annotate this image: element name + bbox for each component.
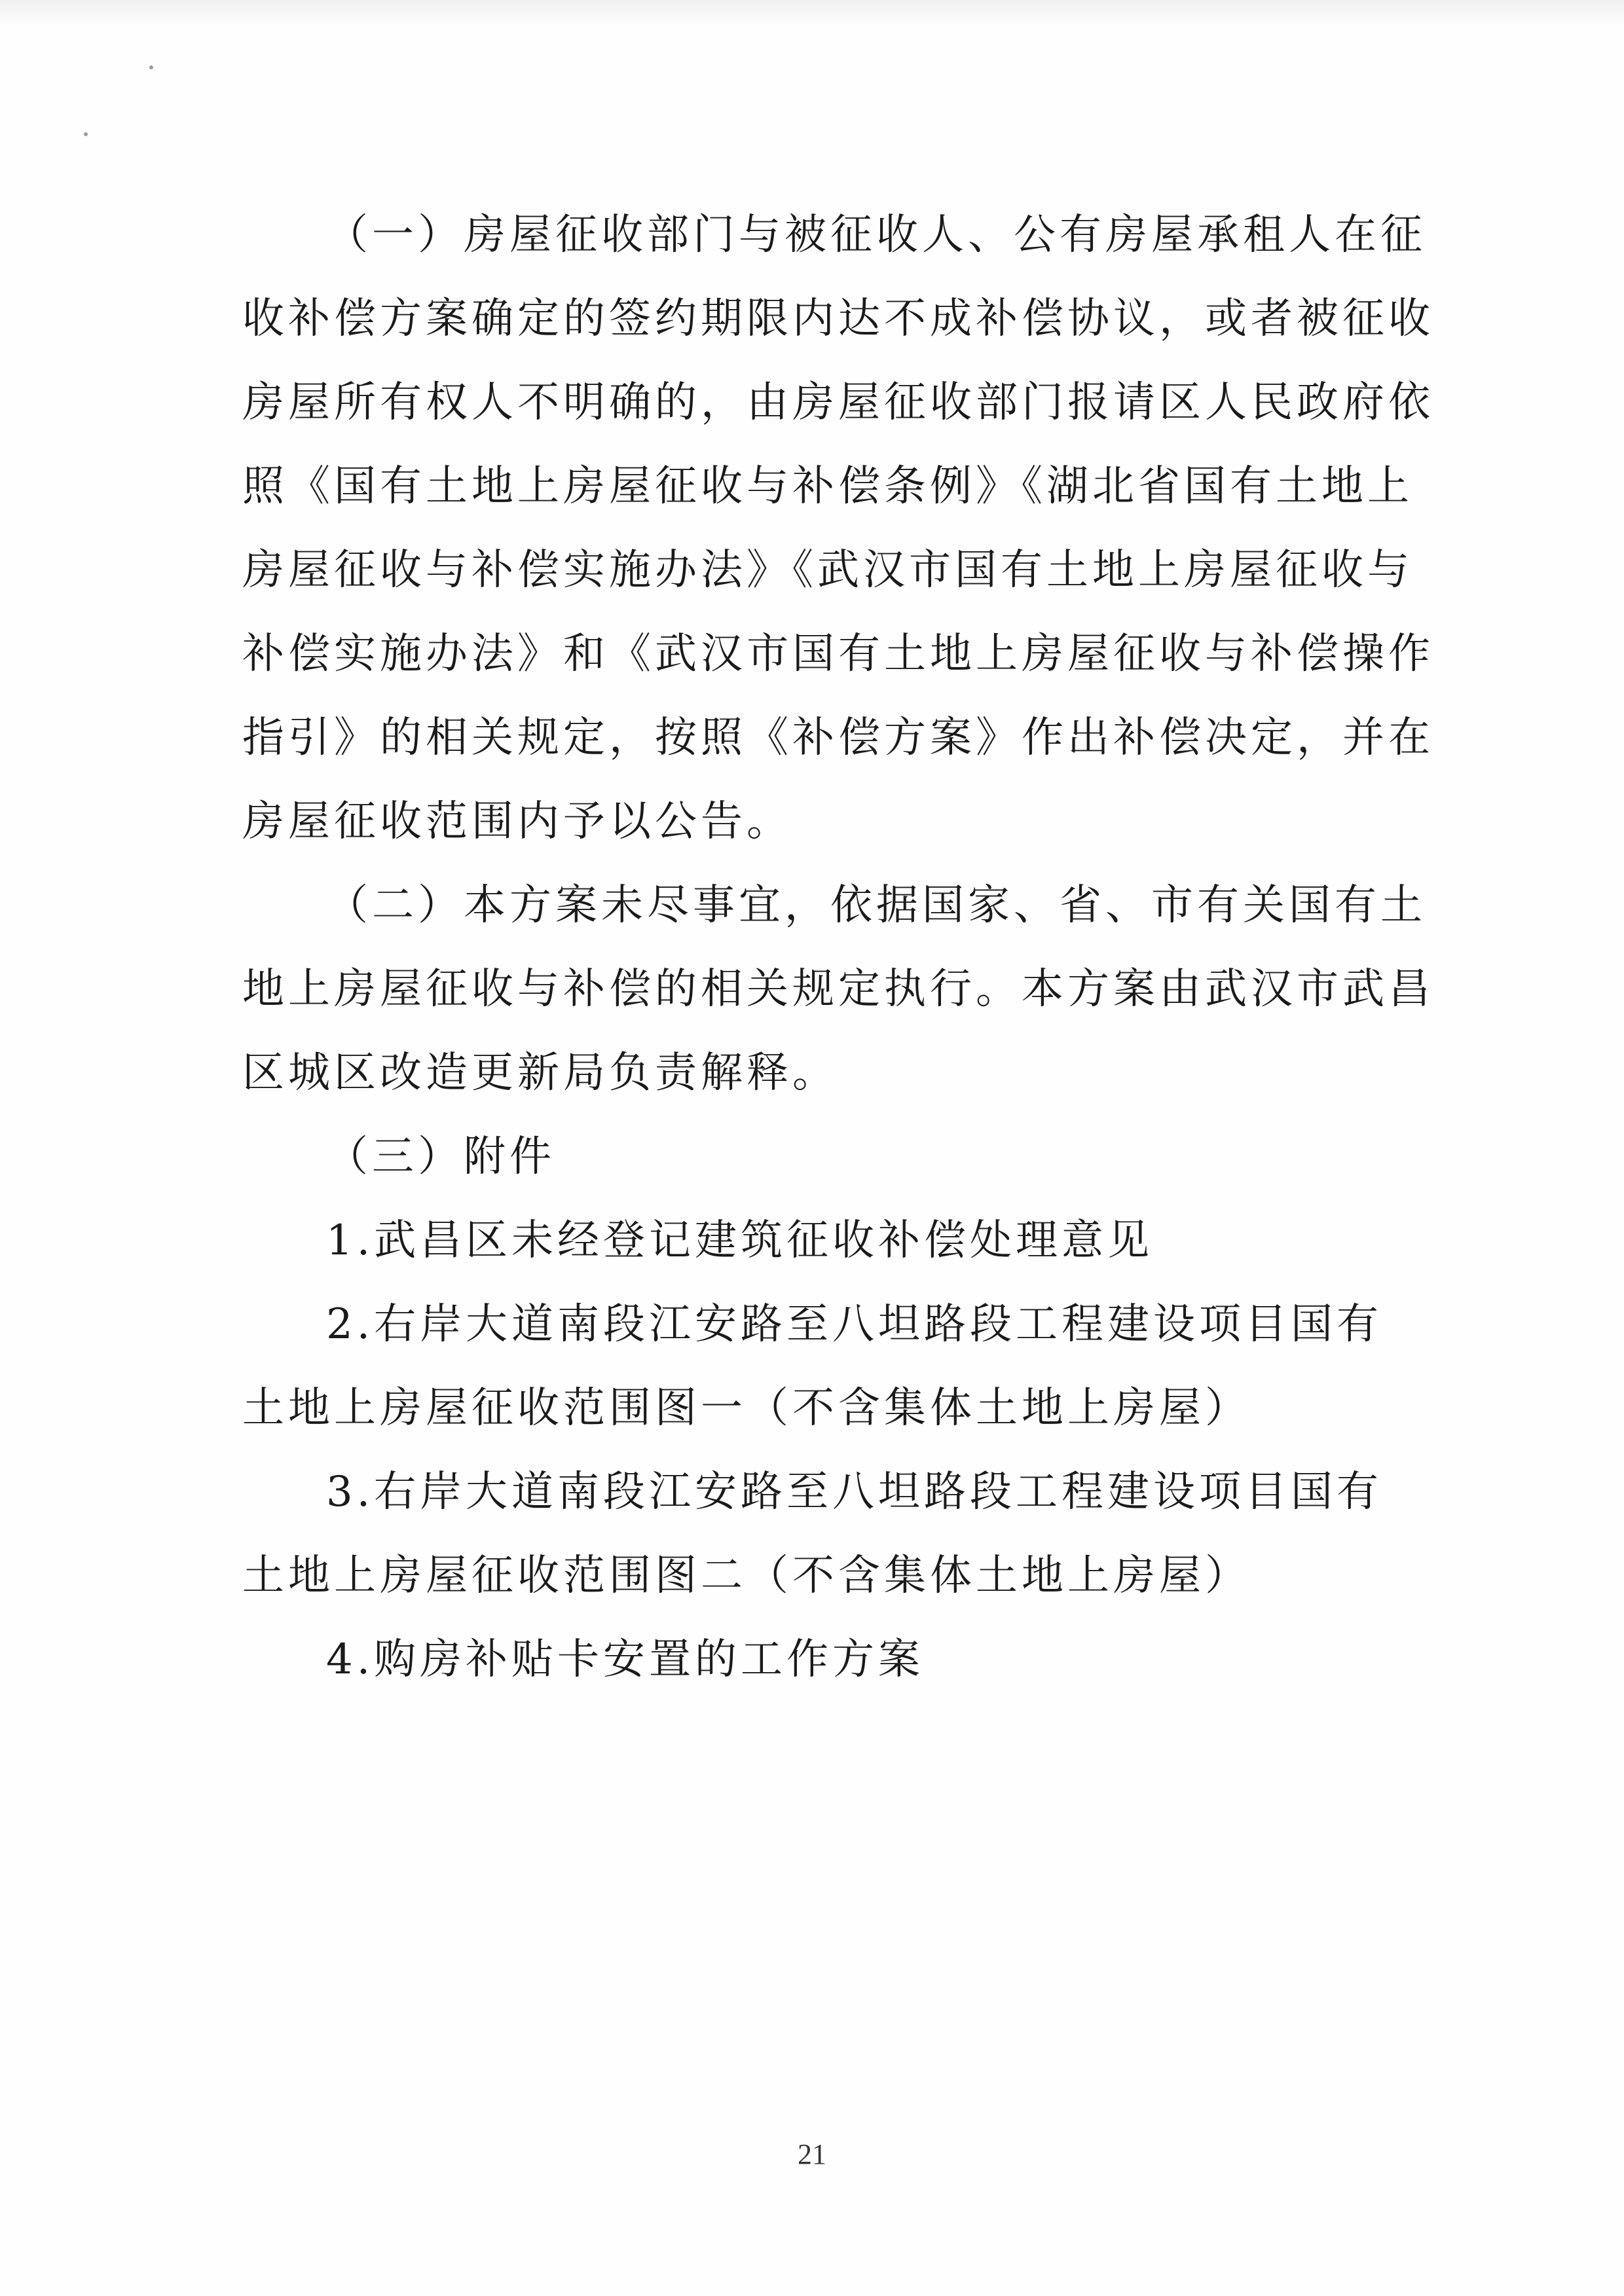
paragraph-1: [242, 193, 1434, 864]
attachment-item-3: [242, 1450, 1385, 1618]
paragraph-2: [242, 864, 1434, 1115]
attachment-item-1: [242, 1199, 1385, 1283]
text-line: 地上房屋征收与补偿的相关规定执行。本方案由武汉市武昌: [242, 965, 1434, 1013]
text-line: （三）附件: [326, 1133, 555, 1181]
text-line: （一）房屋征收部门与被征收人、公有房屋承租人在征: [326, 211, 1426, 259]
text-line: 房屋所有权人不明确的，由房屋征收部门报请区人民政府依: [242, 378, 1434, 427]
text-line: 3.右岸大道南段江安路至八坦路段工程建设项目国有: [326, 1468, 1383, 1516]
attachment-item-2: [242, 1283, 1385, 1450]
text-line: 房屋征收范围内予以公告。: [242, 797, 792, 846]
document-body: [242, 193, 1434, 1702]
attachment-item-4: [242, 1618, 1385, 1702]
text-line: 补偿实施办法》和《武汉市国有土地上房屋征收与补偿操作: [242, 630, 1434, 678]
text-line: 收补偿方案确定的签约期限内达不成补偿协议，或者被征收: [242, 295, 1434, 343]
text-line: 土地上房屋征收范围图二（不含集体土地上房屋）: [242, 1552, 1251, 1600]
text-line: 1.武昌区未经登记建筑征收补偿处理意见: [326, 1216, 1154, 1265]
scan-speck: [149, 65, 153, 69]
text-line: 4.购房补贴卡安置的工作方案: [326, 1635, 925, 1684]
text-line: 房屋征收与补偿实施办法》《武汉市国有土地上房屋征收与: [242, 546, 1413, 594]
text-line: 土地上房屋征收范围图一（不含集体土地上房屋）: [242, 1384, 1251, 1432]
text-line: 照《国有土地上房屋征收与补偿条例》《湖北省国有土地上: [242, 462, 1413, 511]
page-number: 21: [798, 2138, 826, 2170]
text-line: 指引》的相关规定，按照《补偿方案》作出补偿决定，并在: [242, 714, 1434, 762]
text-line: 2.右岸大道南段江安路至八坦路段工程建设项目国有: [326, 1300, 1383, 1349]
scan-speck: [84, 132, 88, 136]
attachments-heading: [242, 1115, 1385, 1199]
scan-edge: [0, 0, 1624, 26]
text-line: 区城区改造更新局负责解释。: [242, 1049, 838, 1097]
text-line: （二）本方案未尽事宜，依据国家、省、市有关国有土: [326, 881, 1426, 930]
